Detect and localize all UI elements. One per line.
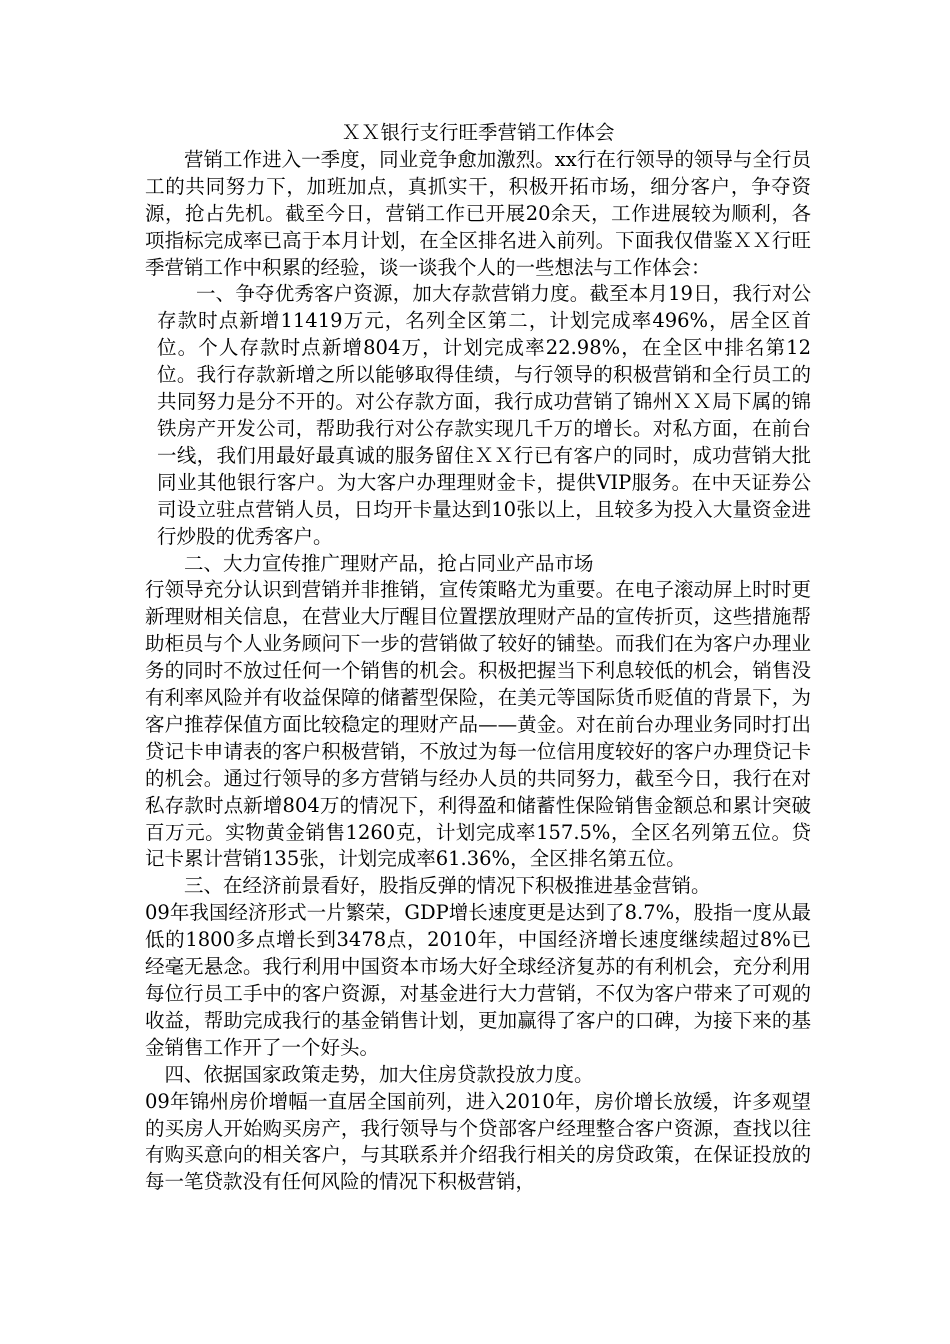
paragraph-intro: 营销工作进入一季度，同业竞争愈加激烈。xx行在行领导的领导与全行员工的共同努力下，加班加点，真抓实干，积极开拓市场，细分客户，争夺资源，抢占先机。截至今日，营销工作已开展20余天，工作进展较为顺利，各项指标完成率已高于本月计划，在全区排名进入前列。下面我仅借鉴ＸＸ行旺季营销工作中积累的经验，谈一谈我个人的一些想法与工作体会： xyxy=(145,147,811,279)
paragraph-section-4: 09年锦州房价增幅一直居全国前列，进入2010年，房价增长放缓，许多观望的买房人开始购买房产，我行领导与个贷部客户经理整合客户资源，查找以往有购买意向的相关客户，与其联系并介绍我行相关的房贷政策，在保证投放的每一笔贷款没有任何风险的情况下积极营销， xyxy=(145,1089,811,1194)
heading-section-4: 四、依据国家政策走势，加大住房贷款投放力度。 xyxy=(164,1062,594,1086)
heading-section-2: 二、大力宣传推广理财产品，抢占同业产品市场 xyxy=(184,551,594,575)
document-title: ＸＸ银行支行旺季营销工作体会 xyxy=(341,121,615,144)
paragraph-section-3: 09年我国经济形式一片繁荣，GDP增长速度更是达到了8.7%，股指一度从最低的1800多点增长到3478点，2010年，中国经济增长速度继续超过8%已经毫无悬念。我行利用中国资本市场大好全球经济复苏的有利机会，充分利用每位行员工手中的客户资源，对基金进行大力营销，不仅为客户带来了可观的收益，帮助完成我行的基金销售计划，更加赢得了客户的口碑，为接下来的基金销售工作开了一个好头。 xyxy=(145,901,811,1059)
heading-section-3: 三、在经济前景看好，股指反弹的情况下积极推进基金营销。 xyxy=(184,874,711,898)
paragraph-section-2: 行领导充分认识到营销并非推销，宣传策略尤为重要。在电子滚动屏上时时更新理财相关信息，在营业大厅醒目位置摆放理财产品的宣传折页，这些措施帮助柜员与个人业务顾问下一步的营销做了较好的铺垫。而我们在为客户办理业务的同时不放过任何一个销售的机会。积极把握当下利息较低的机会，销售没有利率风险并有收益保障的储蓄型保险，在美元等国际货币贬值的背景下，为客户推荐保值方面比较稳定的理财产品——黄金。对在前台办理业务同时打出贷记卡申请表的客户积极营销，不放过为每一位信用度较好的客户办理贷记卡的机会。通过行领导的多方营销与经办人员的共同努力，截至今日，我行在对私存款时点新增804万的情况下，利得盈和储蓄性保险销售金额总和累计突破百万元。实物黄金销售1260克，计划完成率157.5%，全区名列第五位。贷记卡累计营销135张，计划完成率61.36%，全区排名第五位。 xyxy=(145,578,811,871)
document-body xyxy=(145,120,811,1196)
paragraph-section-1: 一、争夺优秀客户资源，加大存款营销力度。截至本月19日，我行对公存款时点新增11419万元，名列全区第二，计划完成率496%，居全区首位。个人存款时点新增804万，计划完成率22.98%，在全区中排名第12位。我行存款新增之所以能够取得佳绩，与行领导的积极营销和全行员工的共同努力是分不开的。对公存款方面，我行成功营销了锦州ＸＸ局下属的锦铁房产开发公司，帮助我行对公存款实现几千万的增长。对私方面，在前台一线，我们用最好最真诚的服务留住ＸＸ行已有客户的同时，成功营销大批同业其他银行客户。为大客户办理理财金卡，提供VIP服务。在中天证券公司设立驻点营销人员，日均开卡量达到10张以上，且较多为投入大量资金进行炒股的优秀客户。 xyxy=(157,282,811,548)
